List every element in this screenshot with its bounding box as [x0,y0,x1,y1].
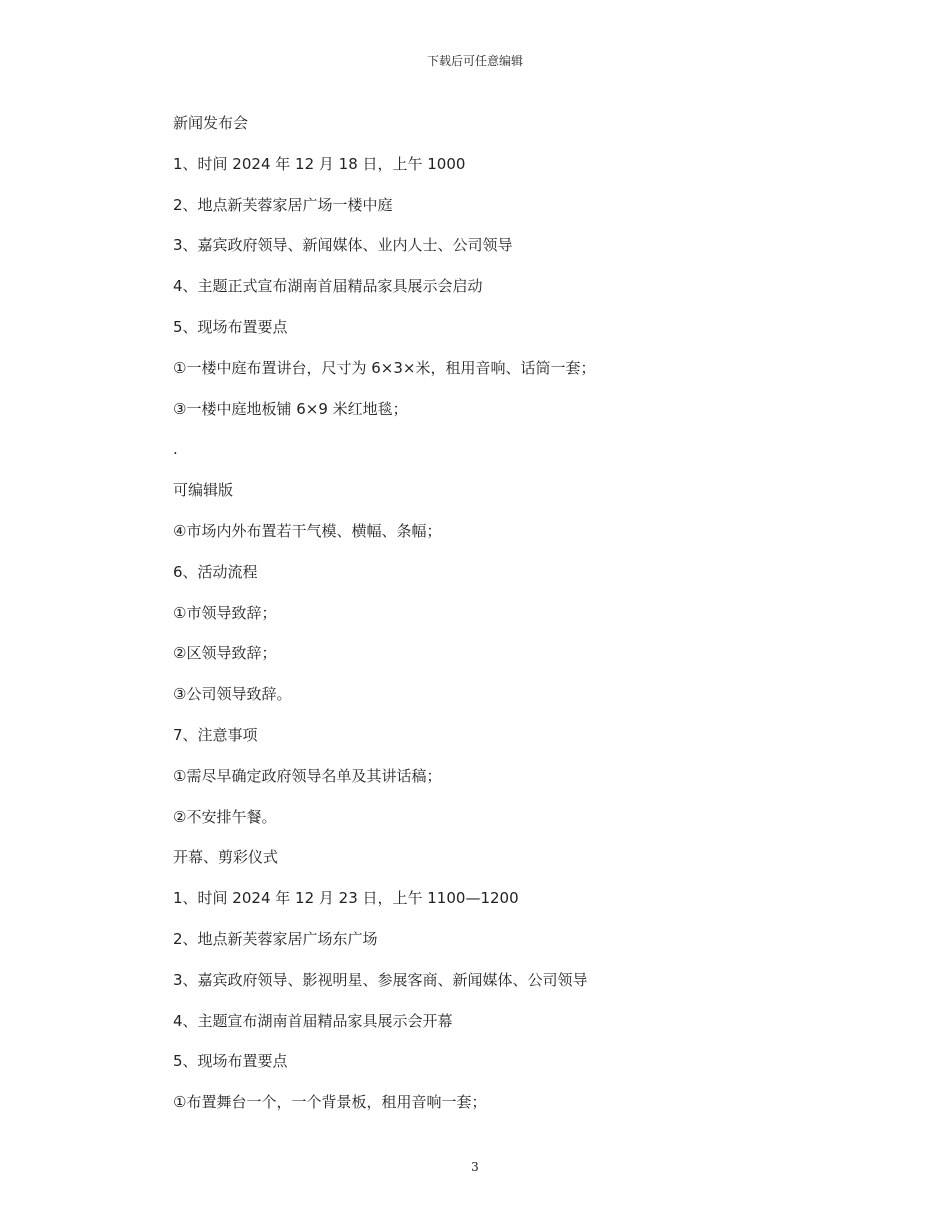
page-header: 下载后可任意编辑 [426,54,523,68]
sub-list-item: ①布置舞台一个，一个背景板，租用音响一套； [173,1093,487,1112]
list-item: 6、活动流程 [173,562,258,581]
document-body [173,112,793,1132]
sub-list-item: ②区领导致辞； [173,644,277,663]
list-item: 3、嘉宾政府领导、影视明星、参展客商、新闻媒体、公司领导 [173,970,588,989]
sub-list-item: ①一楼中庭布置讲台，尺寸为 6×3×米，租用音响、话筒一套； [173,358,596,377]
sub-list-item: ①市领导致辞； [173,603,277,622]
dot-separator: . [173,440,178,459]
sub-list-item: ②不安排午餐。 [173,807,277,826]
list-item: 3、嘉宾政府领导、新闻媒体、业内人士、公司领导 [173,236,513,255]
editable-version-label: 可编辑版 [173,481,234,500]
list-item: 1、时间 2024 年 12 月 23 日，上午 1100—1200 [173,889,519,908]
list-item: 2、地点新芙蓉家居广场东广场 [173,929,378,948]
list-item: 5、现场布置要点 [173,317,288,336]
list-item: 5、现场布置要点 [173,1052,288,1071]
section-heading-press-conference: 新闻发布会 [173,114,249,132]
list-item: 2、地点新芙蓉家居广场一楼中庭 [173,195,393,214]
list-item: 4、主题宣布湖南首届精品家具展示会开幕 [173,1011,453,1030]
section-heading-opening-ceremony: 开幕、剪彩仪式 [173,848,279,867]
sub-list-item: ④市场内外布置若干气模、横幅、条幅； [173,521,442,540]
sub-list-item: ③公司领导致辞。 [173,685,292,704]
page-number: 3 [471,1160,479,1174]
list-item: 4、主题正式宣布湖南首届精品家具展示会启动 [173,277,483,296]
sub-list-item: ③一楼中庭地板铺 6×9 米红地毯； [173,399,408,418]
sub-list-item: ①需尽早确定政府领导名单及其讲话稿； [173,766,442,785]
list-item: 1、时间 2024 年 12 月 18 日，上午 1000 [173,154,466,173]
list-item: 7、注意事项 [173,725,258,744]
